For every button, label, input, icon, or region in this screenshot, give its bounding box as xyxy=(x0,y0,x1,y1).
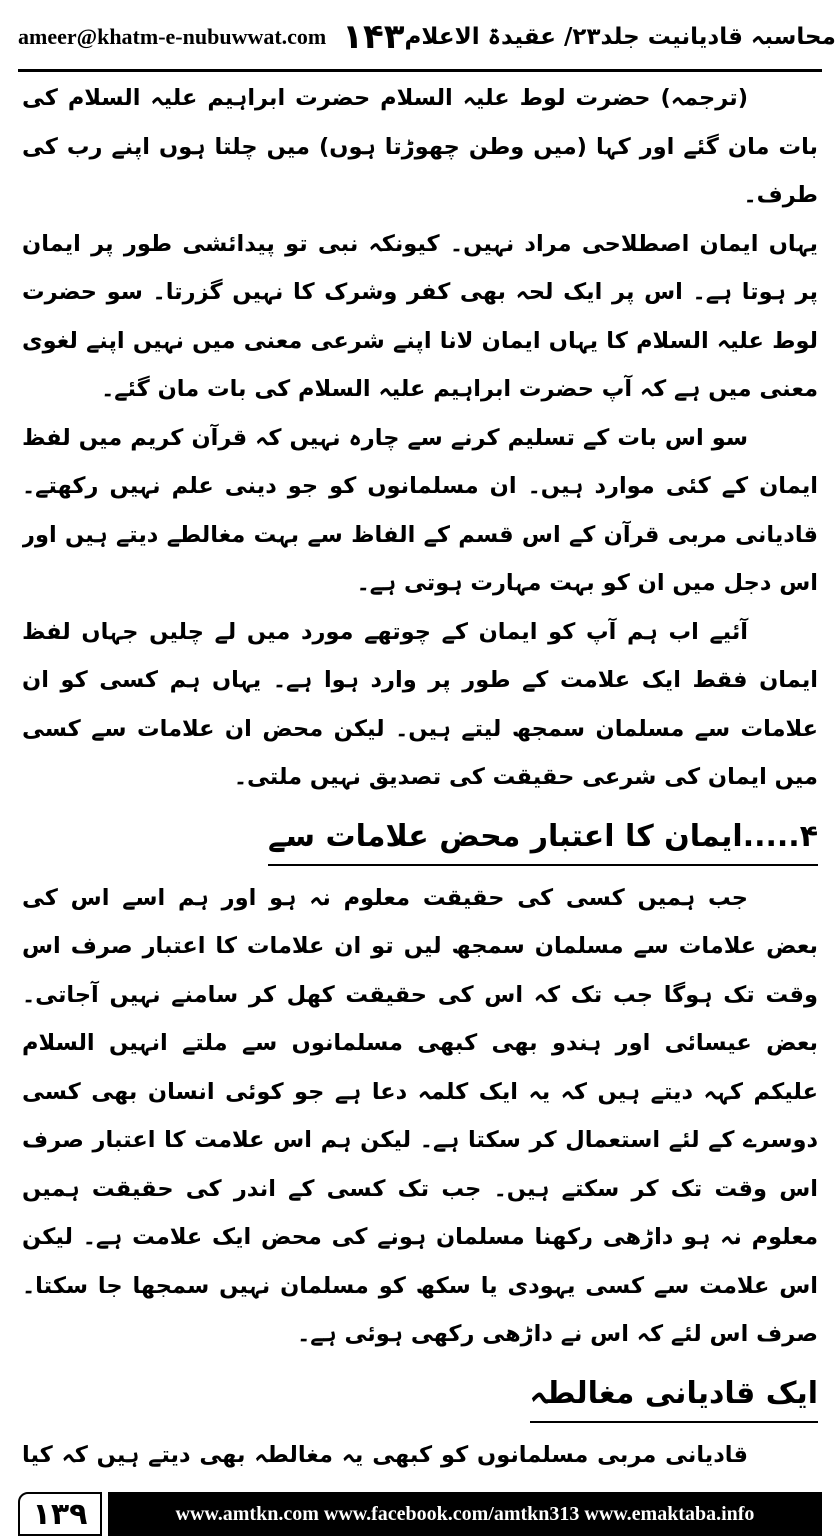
section-heading-fallacy xyxy=(22,1369,818,1423)
paragraph-quran-usages: سو اس بات کے تسلیم کرنے سے چارہ نہیں کہ قرآن کریم میں لفظ ایمان کے کئی موارد ہیں۔ ان مسلمانوں کو جو دینی علم نہیں رکھتے۔ قادیانی مربی قرآن کے اس قسم کے الفاظ سے بہت مغالطے دیتے ہیں اور اس دجل میں ان کو بہت مہارت ہوتی ہے۔ xyxy=(22,424,818,596)
paragraph-translation: (ترجمہ) حضرت لوط علیہ السلام حضرت ابراہیم علیہ السلام کی بات مان گئے اور کہا (میں وطن چھوڑتا ہوں) میں چلتا ہوں اپنے رب کی طرف۔ xyxy=(22,85,818,208)
header-page-number: ۱۴۳ xyxy=(342,17,405,57)
paragraph-iman-meaning: یہاں ایمان اصطلاحی مراد نہیں۔ کیونکہ نبی تو پیدائشی طور پر ایمان پر ہوتا ہے۔ اس پر ایک لحہ بھی کفر وشرک کا نہیں گزرتا۔ سو حضرت لوط علیہ السلام کا یہاں ایمان لانا اپنے شرعی معنی میں نہیں اپنے لغوی معنی میں ہے کہ آپ حضرت ابراہیم علیہ السلام کی بات مان گئے۔ xyxy=(22,230,818,402)
header-divider xyxy=(18,69,822,72)
header-email: ameer@khatm-e-nubuwwat.com xyxy=(18,24,327,49)
footer-page-number: ۱۳۹ xyxy=(18,1492,102,1536)
page-body xyxy=(22,74,818,1470)
page-footer xyxy=(18,1492,822,1536)
section-heading-signs xyxy=(22,812,818,866)
footer-links: www.amtkn.com www.facebook.com/amtkn313 www.emaktaba.info xyxy=(108,1492,822,1536)
header-book-title: محاسبہ قادیانیت جلد۲۳/ عقیدۃ الاعلام xyxy=(404,24,836,50)
page-header xyxy=(18,6,836,68)
section-heading-signs-text: ۴.....ایمان کا اعتبار محض علامات سے xyxy=(268,812,818,866)
paragraph-fourth-usage: آئیے اب ہم آپ کو ایمان کے چوتھے مورد میں لے چلیں جہاں لفظ ایمان فقط ایک علامت کے طور پر وارد ہوا ہے۔ یہاں ہم کسی کو ان علامات سے مسلمان سمجھ لیتے ہیں۔ لیکن محض ان علامات سے کسی میں ایمان کی شرعی حقیقت کی تصدیق نہیں ملتی۔ xyxy=(22,618,818,790)
paragraph-signs-explanation: جب ہمیں کسی کی حقیقت معلوم نہ ہو اور ہم اسے اس کی بعض علامات سے مسلمان سمجھ لیں تو ان علامات کا اعتبار صرف اس وقت تک ہوگا جب تک کہ اس کی حقیقت کھل کر سامنے نہیں آجاتی۔ بعض عیسائی اور ہندو بھی کبھی مسلمانوں سے ملتے انہیں السلام علیکم کہہ دیتے ہیں کہ یہ ایک کلمہ دعا ہے جو کوئی انسان بھی کسی دوسرے کے لئے استعمال کر سکتا ہے۔ لیکن ہم اس علامت کا اعتبار صرف اس وقت تک کر سکتے ہیں۔ جب تک کسی کے اندر کی حقیقت ہمیں معلوم نہ ہو داڑھی رکھنا مسلمان ہونے کی محض ایک علامت ہے۔ لیکن اس علامت سے کسی یہودی یا سکھ کو مسلمان نہیں سمجھا جا سکتا۔ صرف اس لئے کہ اس نے داڑھی رکھی ہوئی ہے۔ xyxy=(22,884,818,1347)
paragraph-fallacy: قادیانی مربی مسلمانوں کو کبھی یہ مغالطہ بھی دیتے ہیں کہ کیا xyxy=(22,1441,748,1468)
section-heading-fallacy-text: ایک قادیانی مغالطہ xyxy=(530,1369,818,1423)
